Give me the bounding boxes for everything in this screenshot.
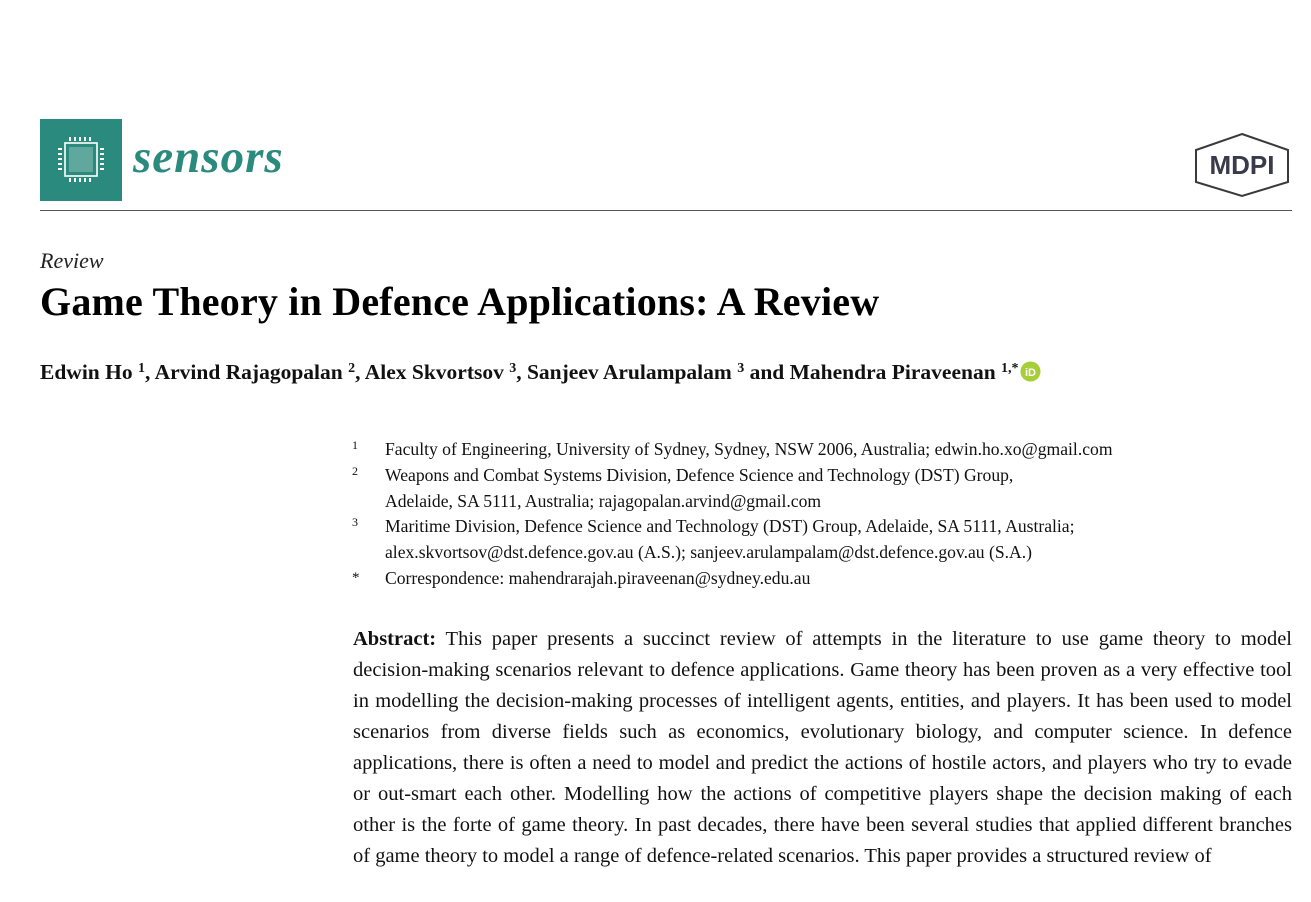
abstract-text: This paper presents a succinct review of attempts in the literature to use game theory to model decision-making scenarios relevant to defence applications. Game theory has been proven as a very effective tool in modelling the decision-making processes of intelligent agents, entities, and players. It has been used to model scenarios from diverse fields such as economics, evolutionary biology, and computer science. In defence applications, there is often a need to model and predict the actions of hostile actors, and players who try to evade or out-smart each other. Modelling how the actions of competitive players shape the decision making of each other is the forte of game theory. In past decades, there have been several studies that applied different branches of game theory to model a range of defence-related scenarios. This paper provides a structured review of <box>353 628 1292 867</box>
author-separator: , <box>355 360 365 384</box>
article-title: Game Theory in Defence Applications: A Review <box>40 279 880 324</box>
svg-text:iD: iD <box>1024 367 1036 379</box>
journal-name: sensors <box>133 131 284 183</box>
affiliation-line: Weapons and Combat Systems Division, Defence Science and Technology (DST) Group, <box>385 464 1014 485</box>
author-list <box>40 352 1041 392</box>
author-affiliation-sup: 3 <box>737 361 745 376</box>
publisher-logo-text: MDPI <box>1209 150 1275 180</box>
abstract-label: Abstract: <box>353 628 437 650</box>
affiliation-line: Faculty of Engineering, University of Sydney, Sydney, NSW 2006, Australia; edwin.ho.xo@gmail.com <box>385 439 1113 459</box>
orcid-icon[interactable] <box>1020 358 1041 392</box>
affiliations <box>350 437 1290 592</box>
affiliation-line: alex.skvortsov@dst.defence.gov.au (A.S.); sanjeev.arulampalam@dst.defence.gov.au (S.A.) <box>385 542 1033 563</box>
affiliation-item <box>350 437 1290 463</box>
author-name[interactable]: Mahendra Piraveenan <box>789 360 1002 384</box>
author-affiliation-sup: 3 <box>509 361 517 376</box>
affiliation-item <box>350 463 1290 515</box>
affiliation-item <box>350 566 1290 592</box>
sensors-chip-logo <box>40 119 122 201</box>
affiliation-line: Maritime Division, Defence Science and Technology (DST) Group, Adelaide, SA 5111, Australia; <box>385 516 1075 537</box>
author-name[interactable]: Sanjeev Arulampalam <box>526 360 738 384</box>
author-name[interactable]: Edwin Ho <box>40 360 138 384</box>
mdpi-logo <box>1192 132 1292 198</box>
chip-icon <box>40 119 122 201</box>
journal-header <box>40 119 1292 211</box>
author-name[interactable]: Arvind Rajagopalan <box>154 360 349 384</box>
author-affiliation-sup: 1 <box>137 361 145 376</box>
affiliation-marker: 3 <box>352 515 358 530</box>
author-separator: , <box>516 360 527 384</box>
author-separator: , <box>144 360 155 384</box>
affiliation-line: Correspondence: mahendrarajah.piraveenan@sydney.edu.au <box>385 567 811 588</box>
affiliation-marker: 1 <box>352 438 358 452</box>
abstract <box>353 624 1292 872</box>
author-name[interactable]: Alex Skvortsov <box>364 360 510 384</box>
author-affiliation-sup: 1,* <box>1001 361 1019 376</box>
affiliation-marker: 2 <box>352 463 358 478</box>
affiliation-marker: * <box>352 569 360 586</box>
author-separator: and <box>744 360 790 384</box>
affiliation-line: Adelaide, SA 5111, Australia; rajagopalan.arvind@gmail.com <box>385 490 822 511</box>
affiliation-item <box>350 514 1290 566</box>
author-affiliation-sup: 2 <box>348 361 356 376</box>
header-divider <box>40 210 1292 211</box>
article-type: Review <box>40 248 104 273</box>
